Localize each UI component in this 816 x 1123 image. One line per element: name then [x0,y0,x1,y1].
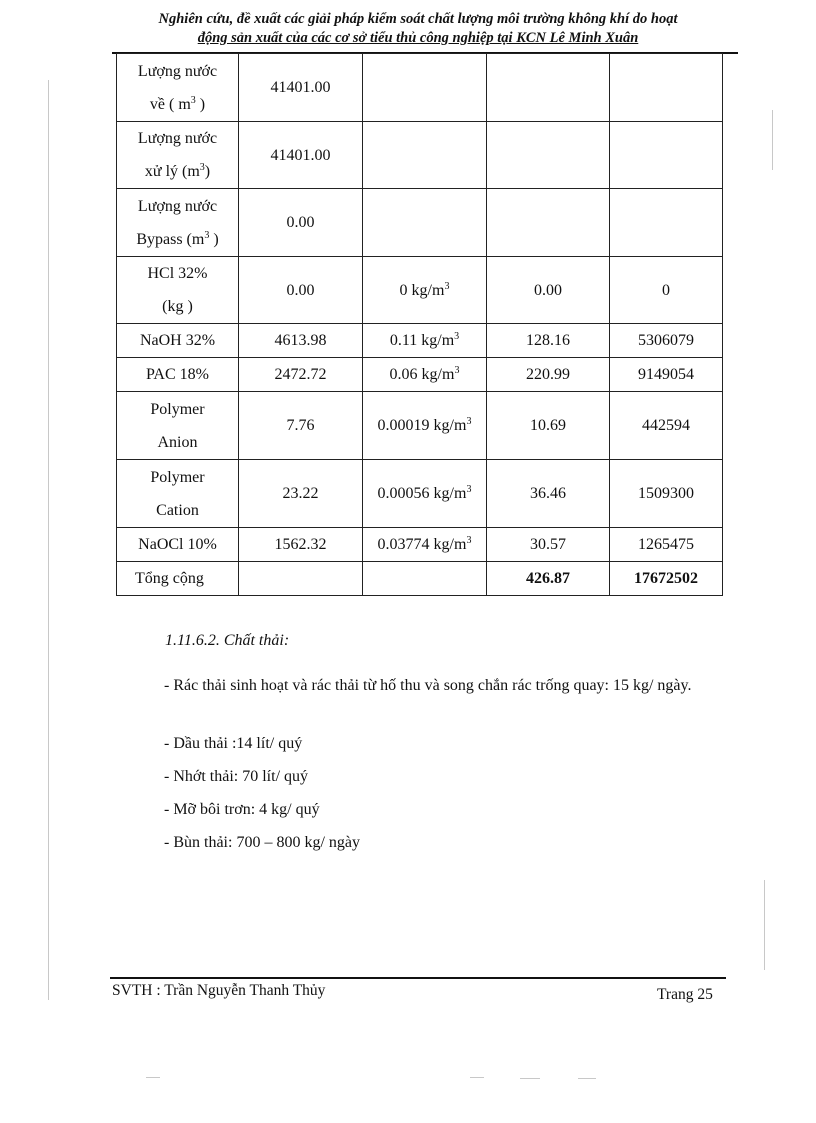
header-line-1: Nghiên cứu, đề xuất các giải pháp kiểm soát chất lượng môi trường không khí do hoạt [158,11,678,27]
table-total-row [117,562,723,596]
value-cell [363,54,487,122]
value-cell: 30.57 [487,528,610,562]
value-cell: 10.69 [487,392,610,460]
row-label-cell: Lượng nước Bypass ($m^3$ ) [117,189,239,257]
section-title: 1.11.6.2. Chất thải: [165,632,290,649]
value-cell: 0.03774 $kg/m^3$ [363,528,487,562]
table-row [117,54,723,122]
row-label-cell: Lượng nước xử lý $(m^3)$ [117,122,239,189]
row-label-cell: Polymer Anion [117,392,239,460]
value-cell: 0.06 $kg/m^3$ [363,358,487,392]
value-cell [363,562,487,596]
bullet-item: - Nhớt thải: 70 lít/ quý [164,768,309,785]
row-label-cell: Lượng nước về ( $m^3$ ) [117,54,239,122]
value-cell: 128.16 [487,324,610,358]
value-cell: 0.00 [239,189,363,257]
value-cell: 41401.00 [239,54,363,122]
value-cell: 5306079 [610,324,723,358]
row-label-cell: Tổng cộng [117,562,239,596]
bullet-item: - Bùn thải: 700 – 800 kg/ ngày [164,834,360,851]
value-cell [487,189,610,257]
table-row [117,257,723,324]
value-cell: 1265475 [610,528,723,562]
row-label-cell: Polymer Cation [117,460,239,528]
scan-dash-mark [578,1078,596,1079]
footer-page-number: Trang 25 [657,986,713,1003]
table-row [117,460,723,528]
table-row [117,392,723,460]
value-cell [487,54,610,122]
table-row [117,358,723,392]
value-cell [610,122,723,189]
value-cell: 1509300 [610,460,723,528]
footer-author: SVTH : Trần Nguyễn Thanh Thủy [112,982,326,999]
footer-divider [110,977,726,979]
value-cell: 442594 [610,392,723,460]
value-cell [239,562,363,596]
scan-dash-mark [470,1077,484,1078]
value-cell: 23.22 [239,460,363,528]
value-cell: 36.46 [487,460,610,528]
table-body [117,54,723,596]
value-cell: 426.87 [487,562,610,596]
value-cell: 9149054 [610,358,723,392]
waste-paragraph: - Rác thải sinh hoạt và rác thải từ hố thu và song chắn rác trống quay: 15 kg/ ngày. [164,677,692,694]
chemical-usage-table [116,53,723,596]
row-label-cell: NaOCl 10% [117,528,239,562]
value-cell: 2472.72 [239,358,363,392]
value-cell: 4613.98 [239,324,363,358]
value-cell: 41401.00 [239,122,363,189]
row-label-cell: HCl 32% (kg ) [117,257,239,324]
value-cell: 7.76 [239,392,363,460]
scan-dash-mark [146,1077,160,1078]
table-row [117,528,723,562]
value-cell: 0.00 [487,257,610,324]
value-cell: 0.00019 $kg/m^3$ [363,392,487,460]
value-cell: 220.99 [487,358,610,392]
value-cell: 0 [610,257,723,324]
value-cell: 0.00056 $kg/m^3$ [363,460,487,528]
row-label-cell: NaOH 32% [117,324,239,358]
page-header [112,10,724,48]
scan-edge-mark [48,80,49,1000]
scan-edge-mark [772,110,773,170]
value-cell [610,54,723,122]
scan-dash-mark [520,1078,540,1079]
value-cell: 1562.32 [239,528,363,562]
table-row [117,122,723,189]
table-row [117,324,723,358]
value-cell [610,189,723,257]
value-cell [487,122,610,189]
value-cell [363,122,487,189]
bullet-item: - Mỡ bôi trơn: 4 kg/ quý [164,801,320,818]
bullet-item: - Dầu thải :14 lít/ quý [164,735,303,752]
value-cell [363,189,487,257]
row-label-cell: PAC 18% [117,358,239,392]
scan-edge-mark [764,880,765,970]
value-cell: 17672502 [610,562,723,596]
value-cell: 0 $kg/m^3$ [363,257,487,324]
table-row [117,189,723,257]
value-cell: 0.11 $kg/m^3$ [363,324,487,358]
value-cell: 0.00 [239,257,363,324]
header-line-2: động sản xuất của các cơ sở tiểu thủ công nghiệp tại KCN Lê Minh Xuân [197,30,639,46]
